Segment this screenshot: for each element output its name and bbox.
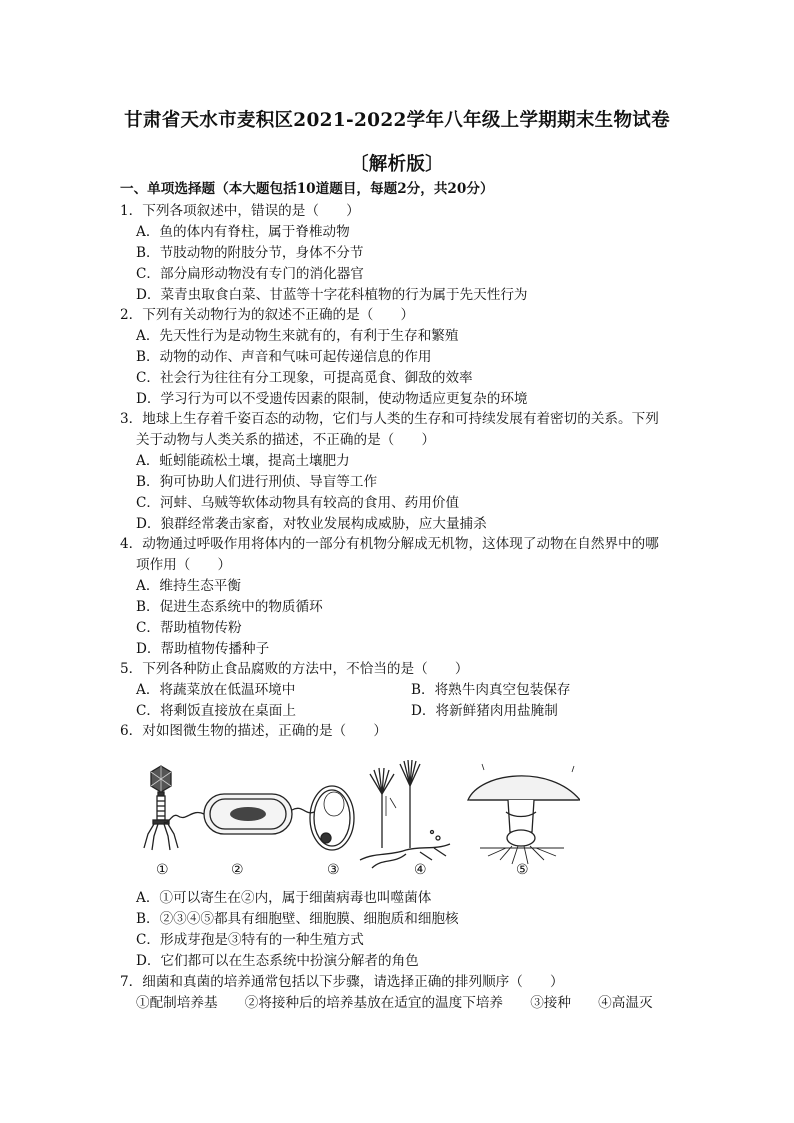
question-4-option-a: A．维持生态平衡 <box>136 578 241 594</box>
document-subtitle: 〔解析版〕 <box>349 154 444 175</box>
question-4-option-b: B．促进生态系统中的物质循环 <box>136 599 323 615</box>
question-4-stem-line1: 4．动物通过呼吸作用将体内的一部分有机物分解成无机物，这体现了动物在自然界中的哪 <box>120 536 659 552</box>
question-6-option-a: A．①可以寄生在②内，属于细菌病毒也叫噬菌体 <box>136 890 432 906</box>
question-3-option-a: A．蚯蚓能疏松土壤，提高土壤肥力 <box>136 453 350 469</box>
question-7-stem: 7．细菌和真菌的培养通常包括以下步骤，请选择正确的排列顺序（ ） <box>120 974 564 990</box>
question-1-option-c: C．部分扁形动物没有专门的消化器官 <box>136 266 364 282</box>
question-2-option-c: C．社会行为往往有分工现象，可提高觅食、御敌的效率 <box>136 370 473 386</box>
mold-illustration <box>360 760 450 868</box>
bacteriophage-illustration <box>144 766 178 850</box>
question-1-option-b: B．节肢动物的附肢分节，身体不分节 <box>136 245 364 261</box>
question-2-option-a: A．先天性行为是动物生来就有的，有利于生存和繁殖 <box>136 328 459 344</box>
question-5-option-b: B．将熟牛肉真空包装保存 <box>411 682 571 698</box>
question-6-option-d: D．它们都可以在生态系统中扮演分解者的角色 <box>136 953 419 969</box>
question-5-option-c: C．将剩饭直接放在桌面上 <box>136 703 296 719</box>
question-4-option-d: D．帮助植物传播种子 <box>136 641 270 657</box>
question-1-option-a: A．鱼的体内有脊柱，属于脊椎动物 <box>136 224 350 240</box>
figure-label-4: ④ <box>414 862 427 878</box>
question-1-stem: 1．下列各项叙述中，错误的是（ ） <box>120 203 360 219</box>
document-title: 甘肃省天水市麦积区2021-2022学年八年级上学期期末生物试卷 <box>124 110 670 131</box>
bacterium-illustration <box>164 794 314 834</box>
question-2-option-b: B．动物的动作、声音和气味可起传递信息的作用 <box>136 349 432 365</box>
question-7-steps: ①配制培养基 ②将接种后的培养基放在适宜的温度下培养 ③接种 ④高温灭 <box>136 995 653 1011</box>
figure-label-1: ① <box>156 862 169 878</box>
question-4-stem-line2: 项作用（ ） <box>136 557 232 573</box>
question-3-option-c: C．河蚌、乌贼等软体动物具有较高的食用、药用价值 <box>136 495 460 511</box>
question-1-option-d: D．菜青虫取食白菜、甘蓝等十字花科植物的行为属于先天性行为 <box>136 287 528 303</box>
microorganism-figure <box>120 756 580 882</box>
mushroom-illustration <box>468 764 580 864</box>
question-6-option-c: C．形成芽孢是③特有的一种生殖方式 <box>136 932 364 948</box>
figure-label-2: ② <box>231 862 244 878</box>
question-3-option-d: D．狼群经常袭击家畜，对牧业发展构成威胁，应大量捕杀 <box>136 516 487 532</box>
question-5-option-a: A．将蔬菜放在低温环境中 <box>136 682 296 698</box>
question-5-stem: 5．下列各种防止食品腐败的方法中，不恰当的是（ ） <box>120 661 469 677</box>
section-heading: 一、单项选择题（本大题包括10道题目，每题2分，共20分） <box>120 181 494 197</box>
question-3-stem-line2: 关于动物与人类关系的描述，不正确的是（ ） <box>136 432 436 448</box>
question-5-option-d: D．将新鲜猪肉用盐腌制 <box>411 703 558 719</box>
question-2-option-d: D．学习行为可以不受遗传因素的限制，使动物适应更复杂的环境 <box>136 391 528 407</box>
figure-label-3: ③ <box>327 862 340 878</box>
figure-label-5: ⑤ <box>516 862 529 878</box>
yeast-cell-illustration <box>310 786 354 850</box>
question-4-option-c: C．帮助植物传粉 <box>136 620 242 636</box>
question-3-option-b: B．狗可协助人们进行刑侦、导盲等工作 <box>136 474 378 490</box>
question-3-stem-line1: 3．地球上生存着千姿百态的动物，它们与人类的生存和可持续发展有着密切的关系。下列 <box>120 411 659 427</box>
question-6-stem: 6．对如图微生物的描述，正确的是（ ） <box>120 723 387 739</box>
question-6-option-b: B．②③④⑤都具有细胞壁、细胞膜、细胞质和细胞核 <box>136 911 459 927</box>
question-2-stem: 2．下列有关动物行为的叙述不正确的是（ ） <box>120 307 415 323</box>
